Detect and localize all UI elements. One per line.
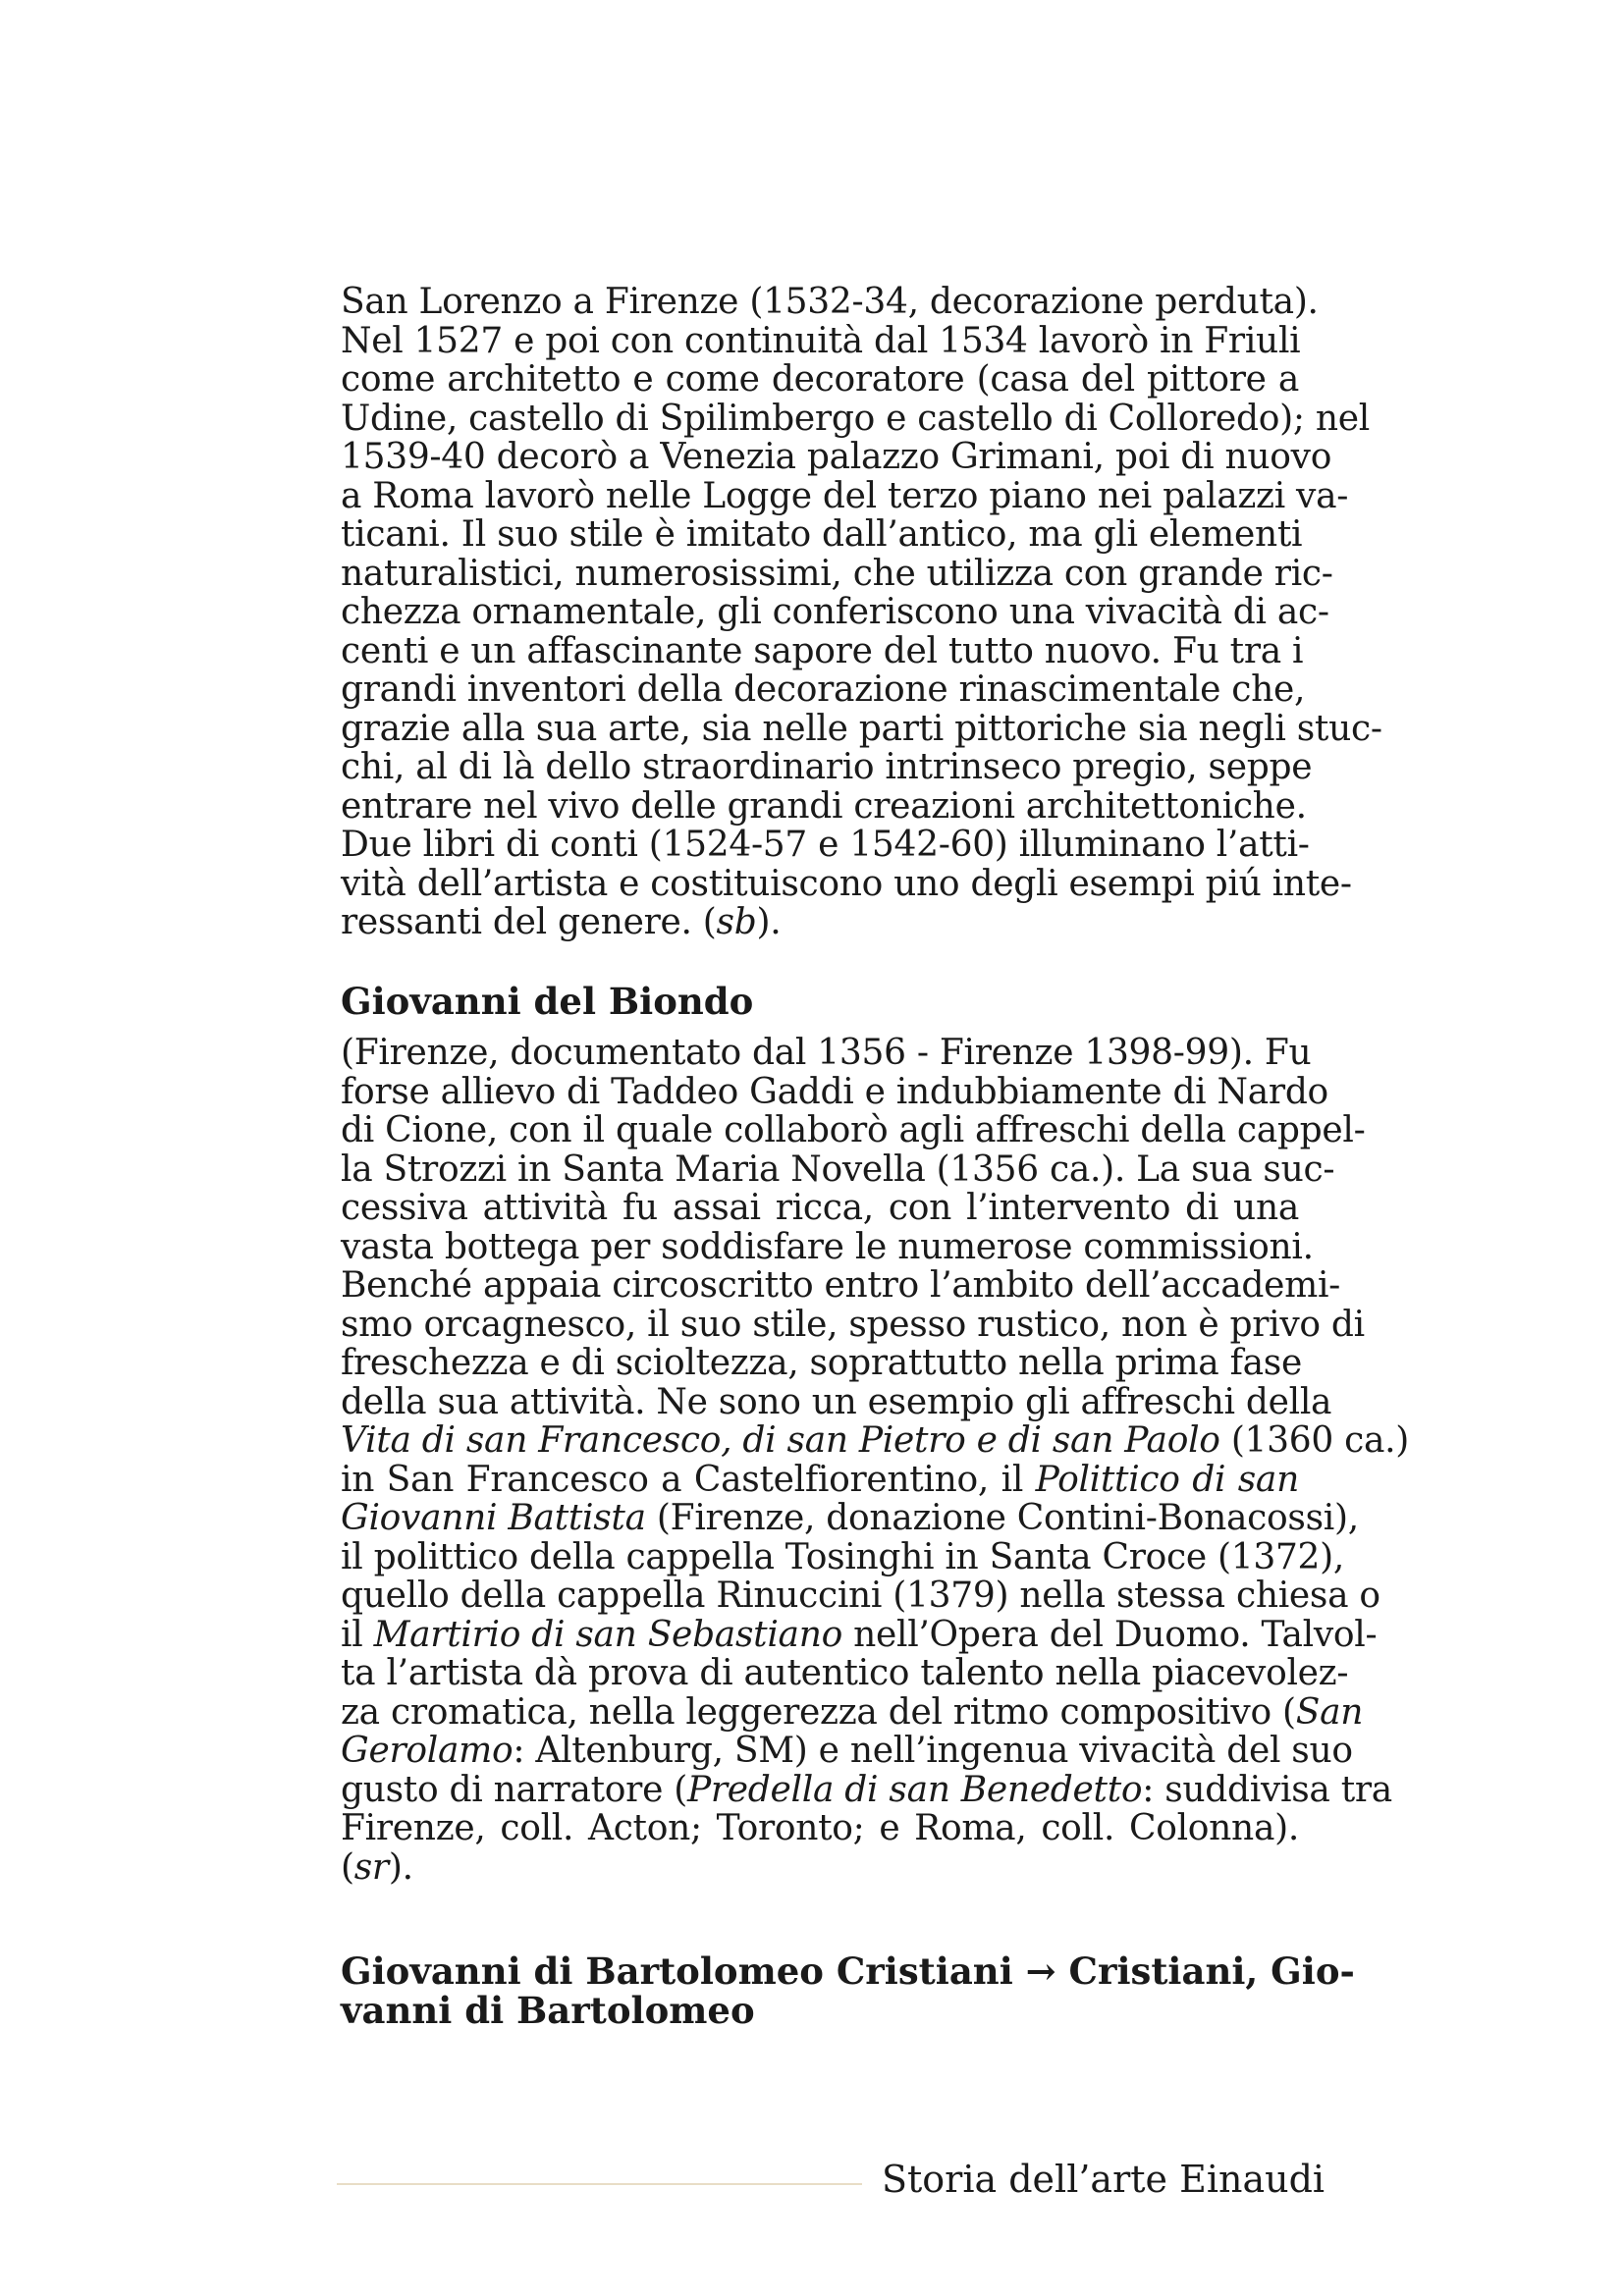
text-line [341,1614,1378,1655]
text-line: quello della cappella Rinuccini (1379) nella stessa chiesa o [341,1575,1380,1616]
text-line [341,1769,1392,1810]
text-line: naturalistici, numerosissimi, che utilizza con grande ric- [341,553,1333,594]
text-line: Due libri di conti (1524-57 e 1542-60) illuminano l’atti- [341,825,1310,865]
text-line: cessiva attività fu assai ricca, con l’intervento di una [341,1188,1299,1228]
text-line: entrare nel vivo delle grandi creazioni architettoniche. [341,785,1307,827]
text-line: centi e un affascinante sapore del tutto nuovo. Fu tra i [341,630,1304,671]
text-line [341,1731,1353,1771]
entry-giovanni-del-biondo-paragraph [341,1033,1410,1888]
text-fragment: : suddivisa tra [1142,1769,1392,1810]
author-initials: sb [716,902,757,942]
artwork-title: San [1295,1691,1364,1733]
text-fragment: gusto di narratore ( [341,1769,687,1810]
text-line: Nel 1527 e poi con continuità dal 1534 lavorò in Friuli [341,320,1301,361]
text-fragment: za cromatica, nella leggerezza del ritmo compositivo ( [341,1691,1296,1733]
text-fragment: (1360 ca.) [1219,1420,1410,1461]
artwork-title: Martirio di san Sebastiano [373,1614,842,1655]
text-line [341,903,1299,942]
text-line: 1539-40 decorò a Venezia palazzo Grimani, poi di nuovo [341,437,1332,477]
text-line: chi, al di là dello straordinario intrinseco pregio, seppe [341,747,1313,787]
footer-rule [337,2183,862,2185]
text-line: Udine, castello di Spilimbergo e castello di Colloredo); nel [341,398,1370,439]
text-line: forse allievo di Taddeo Gaddi e indubbiamente di Nardo [341,1071,1328,1112]
heading-line: Giovanni di Bartolomeo Cristiani → Cristiani, Gio- [341,1949,1355,1993]
text-line: chezza ornamentale, gli conferiscono una vivacità di ac- [341,592,1329,632]
text-line: come architetto e come decoratore (casa del pittore a [341,359,1299,400]
text-fragment: in San Francesco a Castelfiorentino, il [341,1459,1036,1500]
text-line: il polittico della cappella Tosinghi in Santa Croce (1372), [341,1536,1345,1577]
text-line: (Firenze, documentato dal 1356 - Firenze 1398-99). Fu [341,1033,1312,1073]
text-fragment: ressanti del genere. ( [341,902,717,942]
text-line [341,1461,1299,1500]
text-line: grandi inventori della decorazione rinascimentale che, [341,669,1306,710]
text-line: ta l’artista dà prova di autentico talento nella piacevolez- [341,1653,1349,1693]
text-fragment: ( [341,1846,354,1888]
artwork-title: Giovanni Battista [341,1498,646,1538]
text-line [341,1498,1359,1538]
text-fragment: ). [756,902,782,942]
text-line: ticani. Il suo stile è imitato dall’antico, ma gli elementi [341,514,1303,555]
text-fragment: ). [388,1846,413,1888]
text-fragment: nell’Opera del Duomo. Talvol- [841,1614,1378,1655]
text-line [341,1420,1410,1461]
entry-heading-giovanni-del-biondo: Giovanni del Biondo [341,980,754,1023]
text-line: Firenze, coll. Acton; Toronto; e Roma, coll. Colonna). [341,1808,1299,1848]
text-line: freschezza e di scioltezza, soprattutto nella prima fase [341,1343,1302,1383]
text-fragment: : Altenburg, SM) e nell’ingenua vivacità del suo [513,1731,1353,1771]
text-line: a Roma lavorò nelle Logge del terzo piano nei palazzi va- [341,475,1349,516]
text-line [341,1848,1299,1888]
text-line [341,1691,1364,1733]
artwork-title: Gerolamo [341,1731,514,1771]
text-line: della sua attività. Ne sono un esempio gli affreschi della [341,1381,1332,1422]
footer-title: Storia dell’arte Einaudi [882,2158,1325,2201]
artwork-title: Predella di san Benedetto [686,1769,1143,1810]
text-line: grazie alla sua arte, sia nelle parti pittoriche sia negli stuc- [341,708,1382,749]
author-initials: sr [353,1846,389,1888]
text-line: la Strozzi in Santa Maria Novella (1356 ca.). La sua suc- [341,1148,1335,1190]
text-fragment: il [341,1614,374,1655]
artwork-title: Vita di san Francesco, di san Pietro e di san Paolo [341,1420,1220,1461]
text-fragment: (Firenze, donazione Contini-Bonacossi), [645,1498,1359,1538]
text-line: vità dell’artista e costituiscono uno degli esempi piú inte- [341,863,1352,904]
entry-udine-tail-paragraph [341,282,1382,942]
text-line: Benché appaia circoscritto entro l’ambito dell’accademi- [341,1265,1341,1306]
text-line: vasta bottega per soddisfare le numerose commissioni. [341,1226,1314,1267]
text-line: San Lorenzo a Firenze (1532-34, decorazione perduta). [341,282,1319,322]
text-line: di Cione, con il quale collaborò agli affreschi della cappel- [341,1110,1366,1150]
text-line: smo orcagnesco, il suo stile, spesso rustico, non è privo di [341,1304,1365,1345]
entry-heading-cross-reference [341,1949,1355,2032]
artwork-title: Polittico di san [1035,1459,1299,1500]
heading-line: vanni di Bartolomeo [341,1989,755,2032]
